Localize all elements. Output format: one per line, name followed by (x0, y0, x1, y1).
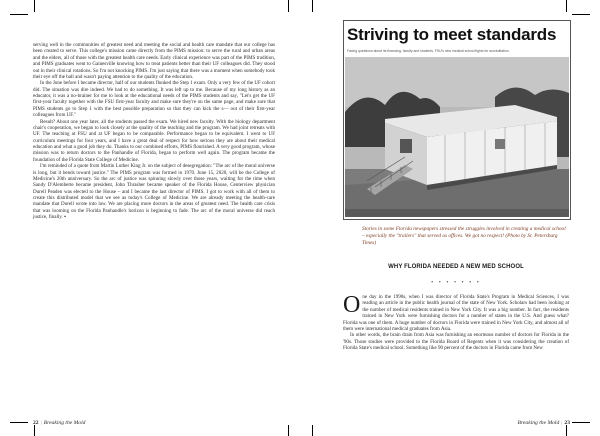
right-folio (470, 420, 570, 426)
body-paragraph: Result? About one year later, all the students passed the exam. We hired new faculty. With the biology department chair's cooperation, we began to look closely at the quality of the teaching and the program. We had joint retreats with UF. The teaching at FSU and at UF began to be comparable. Performance began to be equivalent. I went to UF curriculum meetings for four years, and I have a great deal of respect for how serious they are about their medical education and what a good job they do. Thanks to our combined efforts, PIMS flourished. A very good program, whose mission was to return doctors to the Panhandle of Florida, began to perform well again. The program became the foundation of the Florida State College of Medicine. (33, 118, 275, 163)
drop-cap: O (343, 292, 361, 318)
trailer-photo (345, 57, 569, 217)
body-paragraph (343, 294, 569, 332)
section-heading: WHY FLORIDA NEEDED A NEW MED SCHOOL (388, 264, 524, 270)
body-paragraph: In the June before I became director, half of our students flunked the Step 1 exam. Only a very few of the UF cohort did. The situation was dire indeed. We had to do something. It was left up to me. Because of my long history as an educator, it was a no-brainer for me to look at the educational needs of the PIMS students and say, "Let's get the UF first-year faculty together with the FSU first-year faculty and make sure they're on the same page, and make sure that PIMS students go to Step 1 with the best possible preparation so that they can kick the s— out of their first-year colleagues from UF." (33, 80, 275, 119)
book-title: Breaking the Mold (517, 420, 560, 426)
clipping-subhead: Facing questions about its financing, faculty and students, FSU's new medical school fights for accreditation. (347, 49, 510, 53)
body-paragraph: serving well in the communities of greatest need and meeting the social and health care mandate that our college has been created to serve. This college's mission came directly from the PIMS mission: to serve the rural and urban areas and the elders, all of those with the greatest health care needs. Early clinical experience was part of the PIMS tradition, and PIMS graduates went to Gainesville knowing how to treat patients better than their UF colleagues did. They stood out in their clinical rotations. So I'm not knocking PIMS. I'm just saying that there was a moment when somebody took their eye off the ball and wasn't paying attention to the quality of the education. (33, 42, 275, 80)
body-paragraph: In other words, the brain drain from Asia was furnishing an enormous number of doctors for Florida in the '90s. Those studies were provided to the Florida Board of Regents when it was considering the creation of Florida State's medical school. Something like 90 percent of the doctors in Florida came from New (343, 332, 569, 351)
folio-divider: | (40, 420, 42, 426)
right-page-body (343, 294, 569, 351)
body-paragraph-text: ne day in the 1990s, when I was director of Florida State's Program in Medical Sciences, I was reading an article in the public health journal of the state of New York. Scholars had been looking at the number of medical residents trained in New York City. It was a big number. In fact, the residents trained in New York were furnishing doctors for a number of states in the U.S. And guess what? Florida was one of them. A huge number of doctors in Florida were trained in New York City, and almost all of them were international medical graduates from Asia. (343, 294, 569, 332)
trailer-window (495, 139, 505, 149)
clipping-headline: Striving to meet standards (347, 25, 557, 44)
page-number: 22 (33, 420, 39, 426)
page-number: 23 (564, 420, 570, 426)
section-ornament: • • • • • • • (431, 280, 481, 286)
photo-caption: Stories in some Florida newspapers stressed the struggles involved in creating a medical school – especially the "trailers" that served as offices. We got no respect! (Photo by St. Petersburg Times) (362, 226, 566, 246)
trailer-window (400, 139, 412, 153)
body-paragraph: I'm reminded of a quote from Martin Luther King Jr. on the subject of desegregation: "The arc of the moral universe is long, but it bends toward justice." The PIMS program was formed in 1970. June 15, 2020, will be the College of Medicine's 20th anniversary. So the arc of justice was spinning slowly over those years, waiting for the time when Sandy D'Alemberte became president, John Thrasher became speaker of the Florida House, Centerview physician Durell Peaden was elected to the House – and I became the last director of PIMS. I got to work with all of them to create this distributed model that we see as today's College of Medicine. We are already meeting the health-care mandate that Durell wrote into law. We are placing more doctors in the areas of greatest need. The health care crisis that was looming on the Florida Panhandle's horizon is beginning to fade. The arc of the moral universe did reach justice, finally. ▪ (33, 163, 275, 221)
newspaper-clipping-photo (343, 20, 571, 220)
photo-bottom-band (345, 209, 569, 217)
left-page-body (33, 42, 275, 221)
left-folio (33, 420, 85, 426)
book-title: Breaking the Mold (43, 420, 86, 426)
folio-divider: | (561, 420, 563, 426)
